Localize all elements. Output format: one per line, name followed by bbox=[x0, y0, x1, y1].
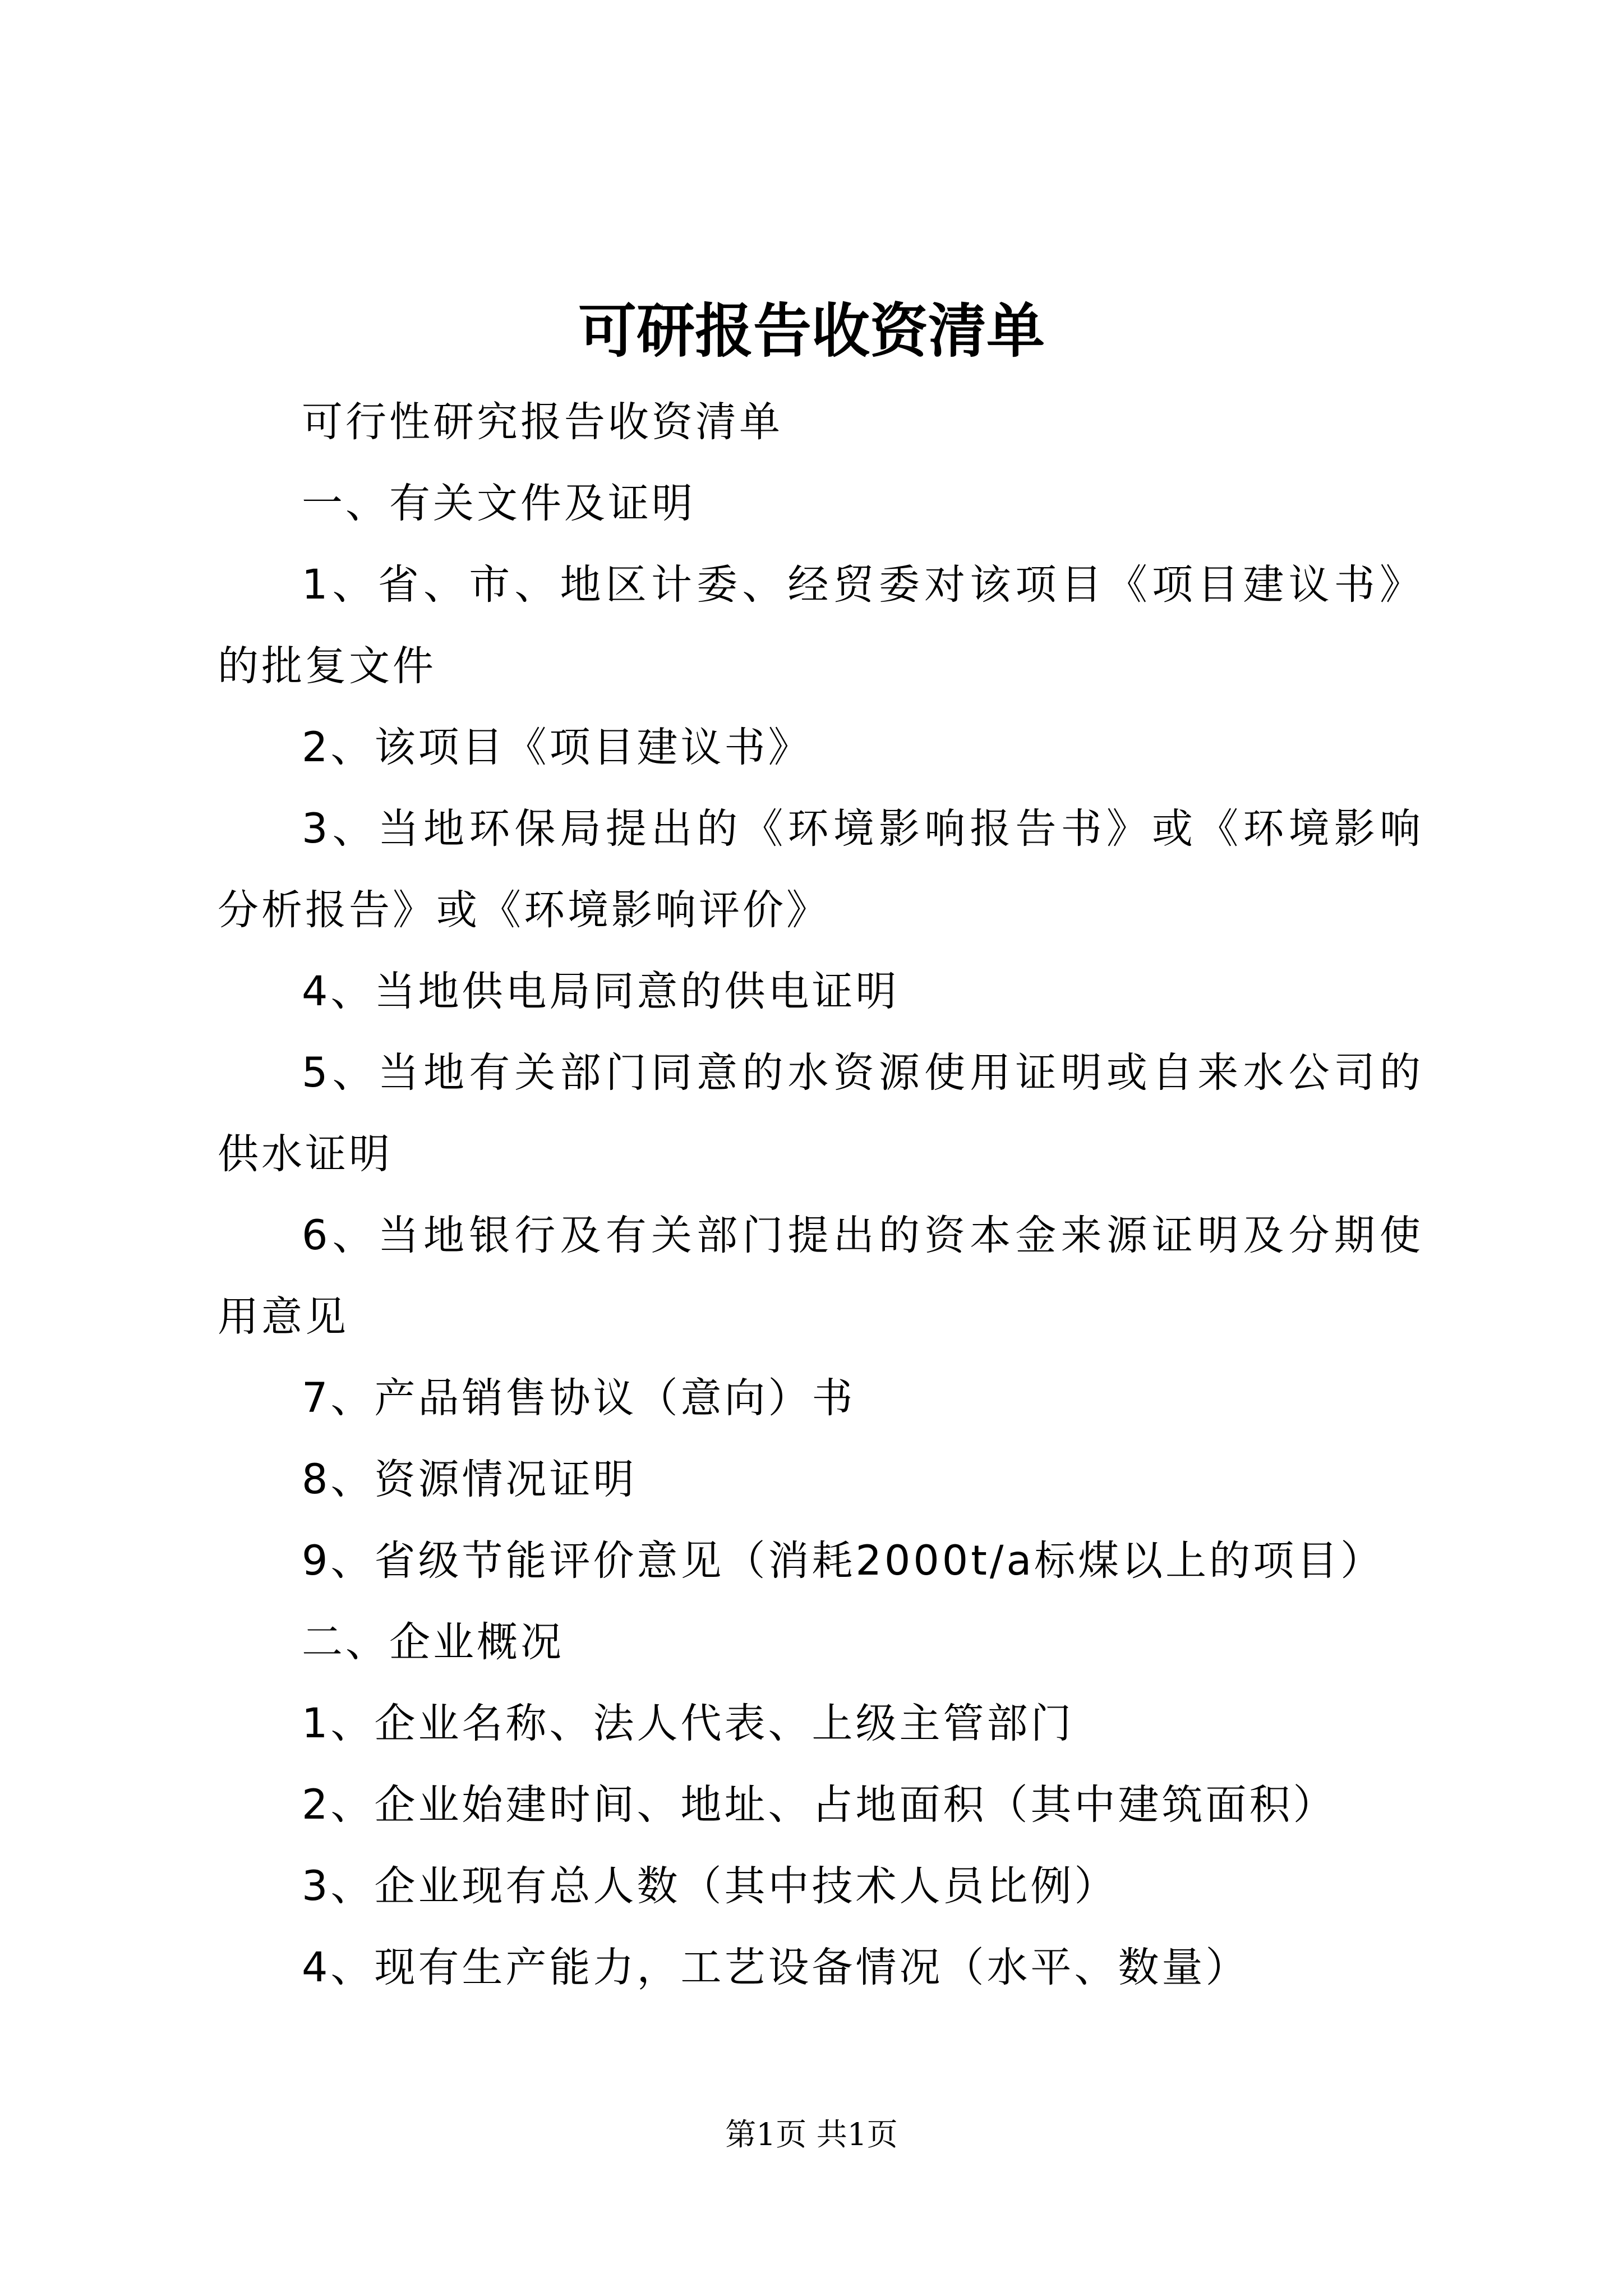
document-body bbox=[218, 381, 1423, 2008]
list-item: 6、当地银行及有关部门提出的资本金来源证明及分期使用意见 bbox=[218, 1212, 1423, 1341]
list-item: 2、该项目《项目建议书》 bbox=[302, 724, 812, 771]
list-item: 3、企业现有总人数（其中技术人员比例） bbox=[302, 1862, 1118, 1910]
list-item: 9、省级节能评价意见（消耗2000t/a标煤以上的项目） bbox=[302, 1537, 1385, 1585]
section-heading-documents: 一、有关文件及证明 bbox=[302, 480, 695, 527]
list-item: 3、当地环保局提出的《环境影响报告书》或《环境影响分析报告》或《环境影响评价》 bbox=[218, 805, 1423, 934]
section-heading-company-overview: 二、企业概况 bbox=[302, 1618, 564, 1666]
list-item: 4、当地供电局同意的供电证明 bbox=[302, 968, 900, 1015]
list-item: 1、省、市、地区计委、经贸委对该项目《项目建议书》的批复文件 bbox=[218, 561, 1423, 690]
page-number-footer: 第1页 共1页 bbox=[725, 2116, 898, 2152]
list-item: 2、企业始建时间、地址、占地面积（其中建筑面积） bbox=[302, 1781, 1337, 1829]
list-item: 5、当地有关部门同意的水资源使用证明或自来水公司的供水证明 bbox=[218, 1049, 1423, 1178]
list-item: 4、现有生产能力，工艺设备情况（水平、数量） bbox=[302, 1944, 1249, 1991]
list-item: 7、产品销售协议（意向）书 bbox=[302, 1374, 856, 1422]
paragraph-subtitle: 可行性研究报告收资清单 bbox=[302, 398, 783, 446]
list-item: 1、企业名称、法人代表、上级主管部门 bbox=[302, 1700, 1075, 1747]
page-title: 可研报告收资清单 bbox=[578, 296, 1045, 365]
list-item: 8、资源情况证明 bbox=[302, 1456, 637, 1503]
